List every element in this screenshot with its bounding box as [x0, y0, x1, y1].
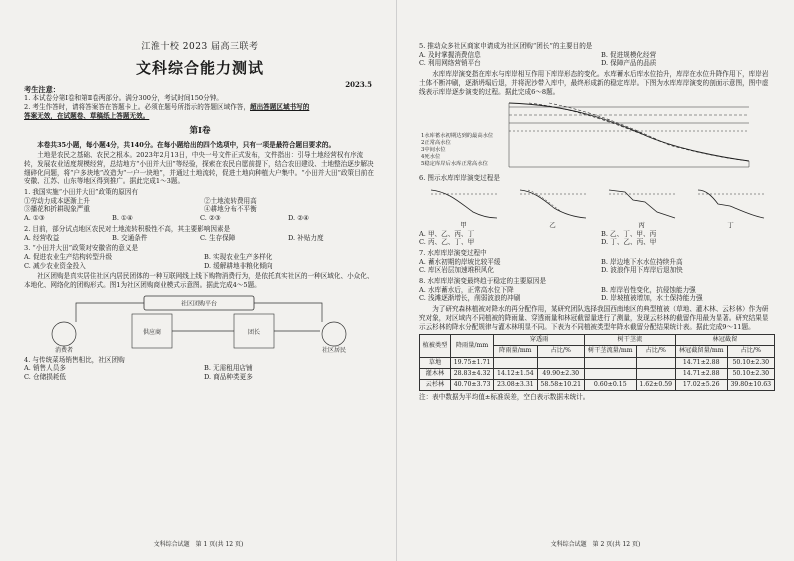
table-cell [636, 357, 675, 368]
exam-title: 江淮十校 2023 届高三联考 [141, 42, 259, 52]
table-cell: 39.80±10.63 [727, 379, 774, 390]
q1-choice: D. ②④ [288, 214, 310, 223]
question-1-statements [24, 197, 376, 214]
table-subheader: 占比/% [537, 346, 584, 357]
table-cell: 草地 [420, 357, 451, 368]
part-title: 第Ⅰ卷 [189, 126, 211, 137]
reservoir-bank-profile [419, 99, 775, 171]
page-2-content [419, 42, 775, 402]
question-5-choices [419, 51, 775, 68]
stage-label: 丙 [638, 220, 645, 229]
evolved-bank-line [529, 103, 749, 161]
question-3-choices [24, 253, 376, 270]
bank-stage-labels [419, 221, 775, 230]
page-1-footer: 文科综合试题 第 1 页(共 12 页) [153, 541, 244, 549]
table-cell: 49.90±2.30 [537, 368, 584, 379]
profile-frame [509, 103, 749, 167]
q8-choice: B. 库岸岩性变化，抗侵蚀能力强 [601, 285, 696, 294]
q1-statement: ①劳动力成本逐渐上升 [24, 196, 90, 205]
q4-choice: D. 商品种类更多 [204, 373, 253, 382]
notice-2: 2. 考生作答时，请将答案答在答题卡上。必须在题号所指示的答题区域作答，超出答题区域书写的 [24, 102, 310, 111]
flow-arrow [76, 303, 144, 322]
legend-item: 2正常高水位 [421, 140, 451, 147]
table-cell: 灌木林 [420, 368, 451, 379]
question-6: 6. 图示水库库岸演变过程是 [419, 174, 500, 183]
legend-item: 3中间水位 [421, 147, 446, 154]
q6-choice: B. 乙、丁、甲、丙 [601, 229, 657, 238]
passage-4: 为了研究森林植被对降水的再分配作用，某研究团队选择我国西南地区的典型植被（草地、灌木林、云杉林）作为研究对象，对区域内不同植被的降雨量、穿透雨量和林冠截留量进行了测量，发现云杉林的截留作用最为显著。研究结果显示云杉林的降水分配规律与灌木林明显不同。下表为不同植被类型年降水截留分配结果统计表。据此完成9～11题。 [419, 305, 769, 331]
question-5: 5. 推动众多社区商家申请成为社区团购“团长”的主要目的是 [419, 42, 593, 50]
table-header: 穿透雨 [494, 335, 585, 346]
q4-choice: A. 销售人员多 [24, 364, 66, 373]
table-header: 树干茎流 [584, 335, 675, 346]
table-cell: 50.10±2.30 [727, 368, 774, 379]
q2-choice: D. 补贴力度 [288, 233, 324, 242]
notice-1: 1. 本试卷分第Ⅰ卷和第Ⅱ卷两部分。满分300分，考试时间150分钟。 [24, 94, 223, 103]
consumer-label: 消费者 [54, 346, 74, 354]
q3-choice: A. 促进农业生产结构转型升级 [24, 252, 113, 261]
stage-profile-d [696, 186, 766, 220]
platform-label: 社区团购平台 [180, 300, 218, 308]
community-group-buy-diagram [24, 294, 376, 354]
question-6-choices [419, 230, 775, 247]
passage-3: 水库库岸演变指在库水与库岸相互作用下库岸形态的变化。水库蓄水后库水位抬升，库岸在水位升降作用下，库岸岩土体不断冲刷，逐渐坍塌后退，并将泥沙带入库中，最终形成新的稳定库岸。下图为水库库岸演变的剖面示意图，图中虚线表示库岸逐步演变的过程。据此完成6～8题。 [419, 70, 769, 96]
table-cell: 云杉林 [420, 379, 451, 390]
stage-profile-a [429, 186, 499, 220]
table-subheader: 降雨量/mm [494, 346, 537, 357]
q5-choice: C. 利用网络营销平台 [419, 59, 481, 68]
q5-choice: B. 促进规模化经营 [601, 50, 657, 59]
question-7: 7. 水库库岸演变过程中 [419, 248, 487, 257]
resident-icon [322, 322, 346, 346]
table-cell: 14.71±2.88 [675, 368, 727, 379]
q1-choice: C. ②③ [200, 214, 221, 223]
q6-choice: D. 丁、乙、丙、甲 [601, 238, 657, 247]
question-2: 2. 目前，部分试点地区农民对土地流转积极性不高，其主要影响因素是 [24, 224, 231, 233]
table-cell [537, 357, 584, 368]
q2-choice: B. 交通条件 [112, 233, 148, 242]
table-cell: 40.70±3.73 [450, 379, 493, 390]
question-3: 3. “小田并大田”政策对安徽省的意义是 [24, 244, 139, 253]
question-7-choices [419, 258, 775, 275]
q3-choice: B. 实现农业生产多样化 [204, 252, 273, 261]
page-2-footer: 文科综合试题 第 2 页(共 12 页) [550, 541, 641, 549]
q4-choice: B. 无需租用店铺 [204, 364, 253, 373]
q1-choice: A. ①③ [24, 214, 45, 223]
passage-1: 土地是农民之基础、农民之根本。2023年2月13日，中央一号文件正式发布，文件指出：引导土地经营权有序流转，发展农业适度规模经营，总结地方“小田并大田”等经验，探索在农民自愿前提下，结合农田建设、土地整治逐步解决细碎化问题，将“户多块地”改造为“一户一块地”，并通过土地流转，促进土地向种植大户集中。“小田并大田”政策目前在安徽、江苏、山东等地区得到推广。据此完成1～3题。 [24, 151, 374, 186]
q2-choice: C. 生存保障 [200, 233, 236, 242]
table-cell [584, 357, 636, 368]
table-cell: 23.08±3.31 [494, 379, 537, 390]
stage-label: 丁 [727, 220, 734, 229]
notice-2-tail: 答案无效，在试题卷、草稿纸上答题无效。 [24, 111, 150, 120]
notice-heading: 考生注意： [24, 84, 60, 94]
table-cell [584, 368, 636, 379]
question-1: 1. 我国实施“小田并大田”政策的原因有 [24, 188, 139, 197]
consumer-icon [52, 322, 76, 346]
table-note: 注：表中数据为平均值±标准误差，空白表示数据未统计。 [419, 393, 590, 402]
table-cell: 28.83±4.32 [450, 368, 493, 379]
table-cell [636, 368, 675, 379]
table-cell: 17.02±5.26 [675, 379, 727, 390]
table-header: 林冠截留 [675, 335, 774, 346]
q8-choice: C. 浅滩逐渐增长，削弱波浪的冲刷 [419, 294, 521, 303]
table-header: 降雨量/mm [450, 335, 493, 357]
subject-title: 文科综合能力测试 [135, 58, 264, 77]
group-buy-flow-svg [24, 294, 376, 354]
stage-label: 甲 [460, 220, 467, 229]
supplier-label: 供应商 [142, 328, 162, 336]
stage-profile-c [607, 186, 677, 220]
table-row [420, 368, 775, 379]
table-header-row [420, 335, 775, 346]
q5-choice: A. 及时掌握消费信息 [419, 50, 481, 59]
q2-choice: A. 经营收益 [24, 233, 60, 242]
q3-choice: D. 缓解耕地非粮化倾向 [204, 261, 273, 270]
q1-statement: ②土地流转费用高 [204, 196, 257, 205]
q5-choice: D. 保障产品的品质 [601, 59, 657, 68]
q7-choice: D. 波浪作用下库岸后退加快 [601, 266, 683, 275]
page-1-content [24, 42, 376, 382]
table-header: 植被类型 [420, 335, 451, 357]
q1-statement: ③播花和折耕现象严重 [24, 205, 90, 214]
instruction: 本卷共35小题，每小题4分，共140分。在每小题给出的四个选项中，只有一项是最符合题目要求的。 [37, 140, 336, 149]
question-1-choices [24, 214, 376, 223]
question-8-choices [419, 286, 775, 303]
table-cell: 19.75±1.71 [450, 357, 493, 368]
q7-choice: C. 库区岩层加速堆积风化 [419, 266, 494, 275]
table-cell: 14.71±2.88 [675, 357, 727, 368]
question-4-choices [24, 364, 376, 381]
q6-choice: C. 丙、乙、丁、甲 [419, 238, 475, 247]
q3-choice: C. 减少农业资金投入 [24, 261, 86, 270]
q4-choice: C. 仓储损耗低 [24, 373, 66, 382]
question-8: 8. 水库库岸演变最终趋于稳定的主要原因是 [419, 277, 547, 286]
table-cell: 50.10±2.30 [727, 357, 774, 368]
legend-item: 1水库蓄水初期达到的最高水位 [421, 133, 494, 140]
q7-choice: B. 岸边地下水水位持续升高 [601, 257, 683, 266]
table-cell: 58.58±10.21 [537, 379, 584, 390]
q6-choice: A. 甲、乙、丙、丁 [419, 229, 475, 238]
table-subheader: 树干茎流量/mm [584, 346, 636, 357]
leader-label: 团长 [247, 328, 261, 336]
table-subheader: 占比/% [727, 346, 774, 357]
passage-2: 社区团购是真实居住社区内居民团体的一种互联网线上线下购物消费行为，是依托真实社区的一种区域化、小众化、本地化、网络化的团购形式。图1为社区团购商业模式示意图。据此完成4～5题。 [24, 272, 374, 290]
table-subheader: 占比/% [636, 346, 675, 357]
table-cell: 1.62±0.59 [636, 379, 675, 390]
resident-label: 社区居民 [321, 346, 347, 354]
vegetation-interception-table [419, 334, 775, 391]
q8-choice: D. 岸坡植被增加，水土保持能力强 [601, 294, 703, 303]
q7-choice: A. 蓄水初期的岸坡比较平缓 [419, 257, 501, 266]
reservoir-profile-svg [419, 99, 775, 171]
q8-choice: A. 水库蓄水后，正常高水位下降 [419, 285, 514, 294]
legend-item: 4死水位 [421, 154, 441, 161]
exam-date: 2023.5 [345, 80, 372, 89]
stage-profile-b [518, 186, 588, 220]
page-2 [397, 0, 794, 561]
stage-label: 乙 [549, 220, 556, 229]
original-bank-line [509, 103, 749, 161]
table-cell: 0.60±0.15 [584, 379, 636, 390]
table-subheader: 林冠截留量/mm [675, 346, 727, 357]
question-2-choices [24, 234, 376, 243]
table-cell: 14.12±1.54 [494, 368, 537, 379]
legend-item: 5稳定库岸后水库正常高水位 [421, 161, 488, 168]
table-row [420, 357, 775, 368]
table-row [420, 379, 775, 390]
q1-statement: ④耕地分布不平衡 [204, 205, 257, 214]
question-4: 4. 与传统菜场销售相比，社区团购 [24, 355, 125, 364]
table-cell [494, 357, 537, 368]
flow-arrow [254, 303, 322, 322]
bank-stage-profiles [419, 186, 775, 220]
q1-choice: B. ①④ [112, 214, 133, 223]
